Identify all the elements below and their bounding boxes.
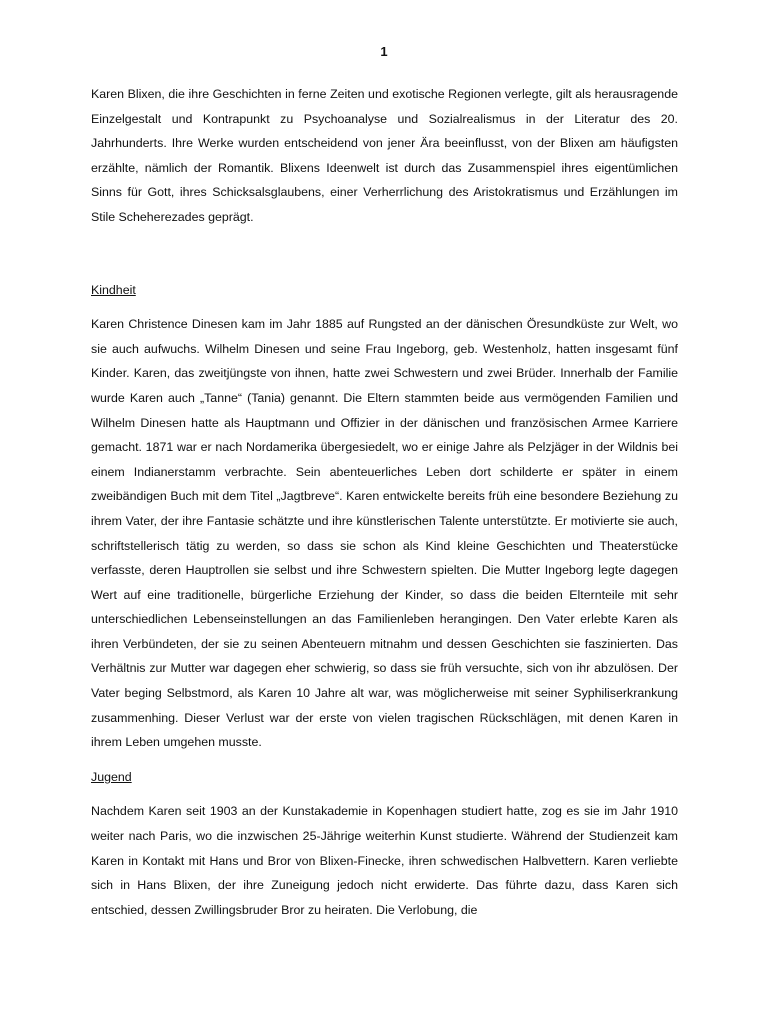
section-jugend — [91, 765, 678, 923]
section-paragraph: Karen Christence Dinesen kam im Jahr 1885 auf Rungsted an der dänischen Öresundküste zur Welt, wo sie auch aufwuchs. Wilhelm Dinesen und seine Frau Ingeborg, geb. Westenholz, hatten insgesamt fünf Kinder. Karen, das zweitjüngste von ihnen, hatte zwei Schwestern und zwei Brüder. Innerhalb der Familie wurde Karen auch „Tanne“ (Tania) genannt. Die Eltern stammten beide aus vermögenden Familien und Wilhelm Dinesen hatte als Hauptmann und Offizier in der dänischen und französischen Armee Karriere gemacht. 1871 war er nach Nordamerika übergesiedelt, wo er einige Jahre als Pelzjäger in der Wildnis bei einem Indianerstamm verbrachte. Sein abenteuerliches Leben dort schilderte er später in einem zweibändigen Buch mit dem Titel „Jagtbreve“. Karen entwickelte bereits früh eine besondere Beziehung zu ihrem Vater, der ihre Fantasie schätzte und ihre künstlerischen Talente unterstützte. Er motivierte sie auch, schriftstellerisch tätig zu werden, so dass sie schon als Kind kleine Geschichten und Theaterstücke verfasste, deren Hauptrollen sie selbst und ihre Schwestern spielten. Die Mutter Ingeborg legte dagegen Wert auf eine traditionelle, bürgerliche Erziehung der Kinder, so dass die beiden Elternteile mit sehr unterschiedlichen Lebenseinstellungen an das Familienleben herangingen. Den Vater erlebte Karen als ihren Verbündeten, der sie zu seinen Abenteuern mitnahm und dessen Geschichten sie faszinierten. Das Verhältnis zur Mutter war dagegen eher schwierig, so dass sie früh versuchte, sich von ihr abzulösen. Der Vater beging Selbstmord, als Karen 10 Jahre alt war, was möglicherweise mit seiner Syphiliserkrankung zusammenhing. Dieser Verlust war der erste von vielen tragischen Rückschlägen, mit denen Karen in ihrem Leben umgehen musste. — [91, 317, 678, 750]
section-heading: Jugend — [91, 769, 132, 784]
intro-paragraph: Karen Blixen, die ihre Geschichten in ferne Zeiten und exotische Regionen verlegte, gilt als herausragende Einzelgestalt und Kontrapunkt zu Psychoanalyse und Sozialrealismus in der Literatur des 20. Jahrhunderts. Ihre Werke wurden entscheidend von jener Ära beeinflusst, von der Blixen am häufigsten erzählte, nämlich der Romantik. Blixens Ideenwelt ist durch das Zusammenspiel ihres eigentümlichen Sinns für Gott, ihres Schicksalsglaubens, einer Verherrlichung des Aristokratismus und Erzählungen im Stile Scheherezades geprägt. — [91, 87, 678, 224]
section-kindheit — [91, 278, 678, 755]
page-number: 1 — [380, 44, 388, 59]
document-body — [91, 82, 678, 932]
section-paragraph: Nachdem Karen seit 1903 an der Kunstakademie in Kopenhagen studiert hatte, zog es sie im Jahr 1910 weiter nach Paris, wo die inzwischen 25-Jährige weiterhin Kunst studierte. Während der Studienzeit kam Karen in Kontakt mit Hans und Bror von Blixen-Finecke, ihren schwedischen Halbvettern. Karen verliebte sich in Hans Blixen, der ihre Zuneigung jedoch nicht erwiderte. Das führte dazu, dass Karen sich entschied, dessen Zwillingsbruder Bror zu heiraten. Die Verlobung, die — [91, 804, 678, 917]
section-heading: Kindheit — [91, 282, 136, 297]
